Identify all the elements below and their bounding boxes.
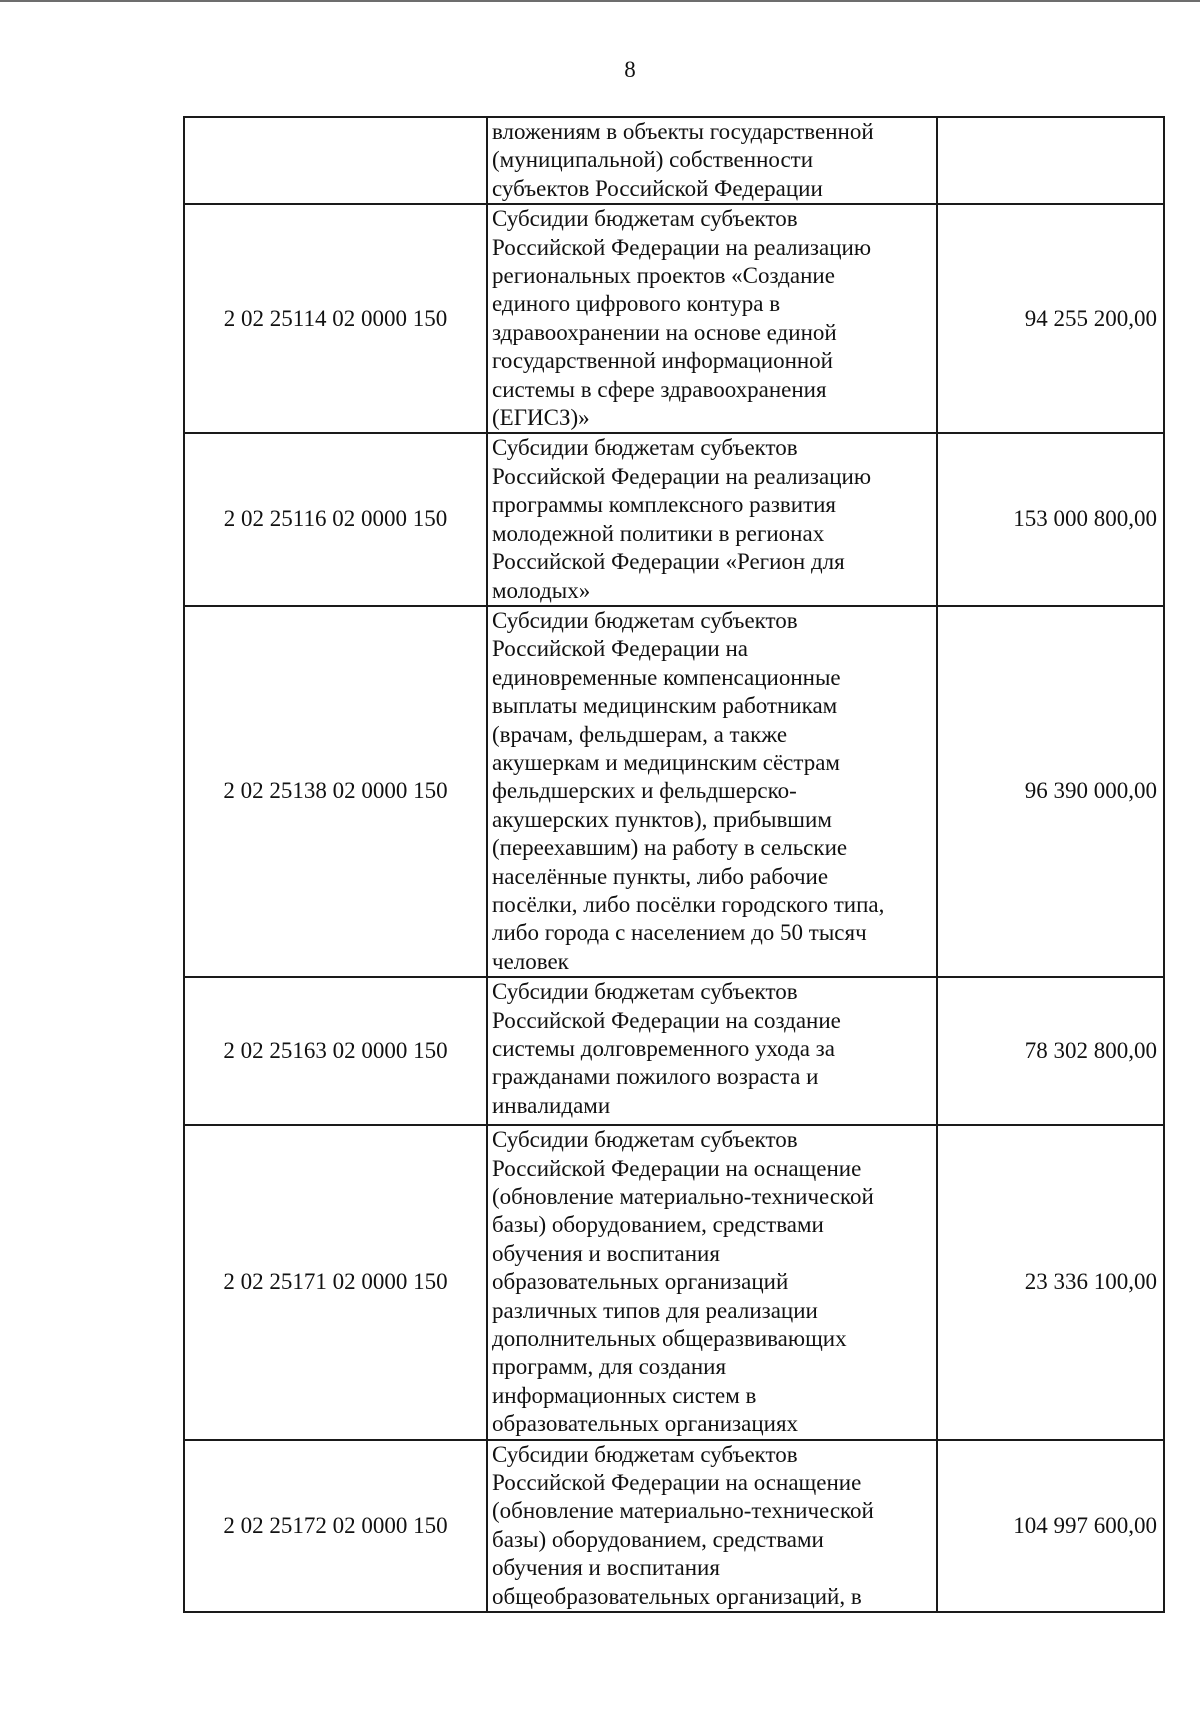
table-cell-code: 2 02 25114 02 0000 150 (184, 204, 487, 433)
table-cell-code (184, 117, 487, 204)
table-cell-amount: 153 000 800,00 (937, 433, 1164, 605)
page-number: 8 (624, 57, 636, 82)
table-cell-amount: 104 997 600,00 (937, 1440, 1164, 1612)
table-cell-code: 2 02 25172 02 0000 150 (184, 1440, 487, 1612)
table-cell-description: Субсидии бюджетам субъектов Российской Федерации на создание системы долговременного ухода за гражданами пожилого возраста и инвалидами (487, 977, 937, 1125)
budget-table (183, 116, 1165, 1613)
table-cell-description: Субсидии бюджетам субъектов Российской Федерации на реализацию региональных проектов «Создание единого цифрового контура в здравоохранении на основе единой государственной информационной системы в сфере здравоохранения (ЕГИСЗ)» (487, 204, 937, 433)
table-cell-amount: 78 302 800,00 (937, 977, 1164, 1125)
table-cell-description: Субсидии бюджетам субъектов Российской Федерации на единовременные компенсационные выплаты медицинским работникам (врачам, фельдшерам, а также акушеркам и медицинским сёстрам фельдшерских и фельдшерско- акушерских пунктов), прибывшим (переехавшим) на работу в сельские населённые пункты, либо рабочие посёлки, либо посёлки городского типа, либо города с населением до 50 тысяч человек (487, 606, 937, 977)
table-cell-description: Субсидии бюджетам субъектов Российской Федерации на оснащение (обновление материально-технической базы) оборудованием, средствами обучения и воспитания общеобразовательных организаций, в (487, 1440, 937, 1612)
table-cell-description: Субсидии бюджетам субъектов Российской Федерации на оснащение (обновление материально-технической базы) оборудованием, средствами обучения и воспитания образовательных организаций различных типов для реализации дополнительных общеразвивающих программ, для создания информационных систем в образовательных организациях (487, 1125, 937, 1439)
table-row (184, 977, 1164, 1125)
table-cell-code: 2 02 25163 02 0000 150 (184, 977, 487, 1125)
table-row (184, 1125, 1164, 1439)
table-row (184, 606, 1164, 977)
table-cell-code: 2 02 25171 02 0000 150 (184, 1125, 487, 1439)
table-cell-amount (937, 117, 1164, 204)
table-cell-description: Субсидии бюджетам субъектов Российской Федерации на реализацию программы комплексного развития молодежной политики в регионах Российской Федерации «Регион для молодых» (487, 433, 937, 605)
table-cell-description: вложениям в объекты государственной (муниципальной) собственности субъектов Российской Федерации (487, 117, 937, 204)
scan-edge (0, 0, 1200, 2)
table-row (184, 433, 1164, 605)
table-cell-code: 2 02 25116 02 0000 150 (184, 433, 487, 605)
table-row (184, 117, 1164, 204)
table-cell-amount: 23 336 100,00 (937, 1125, 1164, 1439)
table-cell-amount: 96 390 000,00 (937, 606, 1164, 977)
table-cell-code: 2 02 25138 02 0000 150 (184, 606, 487, 977)
table-row (184, 204, 1164, 433)
table-row (184, 1440, 1164, 1612)
table-cell-amount: 94 255 200,00 (937, 204, 1164, 433)
